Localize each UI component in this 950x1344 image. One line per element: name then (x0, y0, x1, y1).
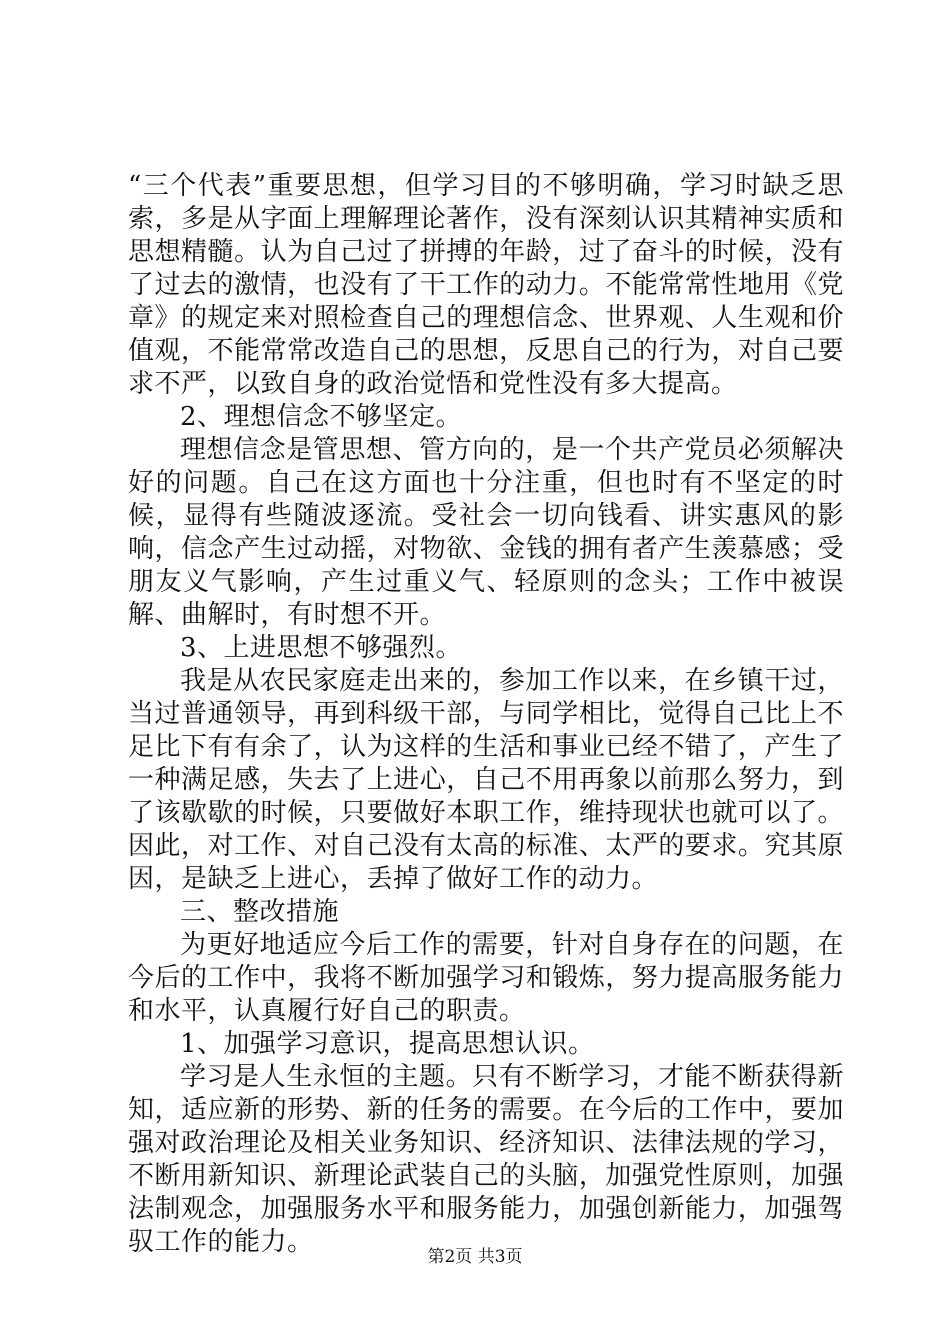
paragraph-continued: “三个代表”重要思想，但学习目的不够明确，学习时缺乏思索，多是从字面上理解理论著作，没有深刻认识其精神实质和思想精髓。认为自己过了拼搏的年龄，过了奋斗的时候，没有了过去的激情，也没有了干工作的动力。不能常常性地用《党章》的规定来对照检查自己的理想信念、世界观、人生观和价值观，不能常常改造自己的思想，反思自己的行为，对自己要求不严，以致自身的政治觉悟和党性没有多大提高。 (128, 171, 844, 399)
paragraph: 为更好地适应今后工作的需要，针对自身存在的问题，在今后的工作中，我将不断加强学习和锻炼，努力提高服务能力和水平，认真履行好自己的职责。 (128, 930, 844, 1026)
heading-item-2: 2、理想信念不够坚定。 (180, 402, 463, 432)
page-number: 第2页 共3页 (427, 1247, 523, 1267)
heading-item-1: 1、加强学习意识，提高思想认识。 (180, 1029, 595, 1059)
section-heading: 三、整改措施 (180, 897, 340, 927)
heading-item-3: 3、上进思想不够强烈。 (180, 633, 463, 663)
paragraph: 理想信念是管思想、管方向的，是一个共产党员必须解决好的问题。自己在这方面也十分注重，但也时有不坚定的时候，显得有些随波逐流。受社会一切向钱看、讲实惠风的影响，信念产生过动摇，对物欲、金钱的拥有者产生羡慕感；受朋友义气影响，产生过重义气、轻原则的念头；工作中被误解、曲解时，有时想不开。 (128, 435, 844, 630)
document-body (128, 170, 844, 1259)
paragraph: 我是从农民家庭走出来的，参加工作以来，在乡镇干过，当过普通领导，再到科级干部，与同学相比，觉得自己比上不足比下有有余了，认为这样的生活和事业已经不错了，产生了一种满足感，失去了上进心，自己不用再象以前那么努力，到了该歇歇的时候，只要做好本职工作，维持现状也就可以了。因此，对工作、对自己没有太高的标准、太严的要求。究其原因，是缺乏上进心，丢掉了做好工作的动力。 (128, 666, 844, 894)
paragraph: 学习是人生永恒的主题。只有不断学习，才能不断获得新知，适应新的形势、新的任务的需要。在今后的工作中，要加强对政治理论及相关业务知识、经济知识、法律法规的学习，不断用新知识、新理论武装自己的头脑，加强党性原则，加强法制观念，加强服务水平和服务能力，加强创新能力，加强驾驭工作的能力。 (128, 1062, 844, 1257)
